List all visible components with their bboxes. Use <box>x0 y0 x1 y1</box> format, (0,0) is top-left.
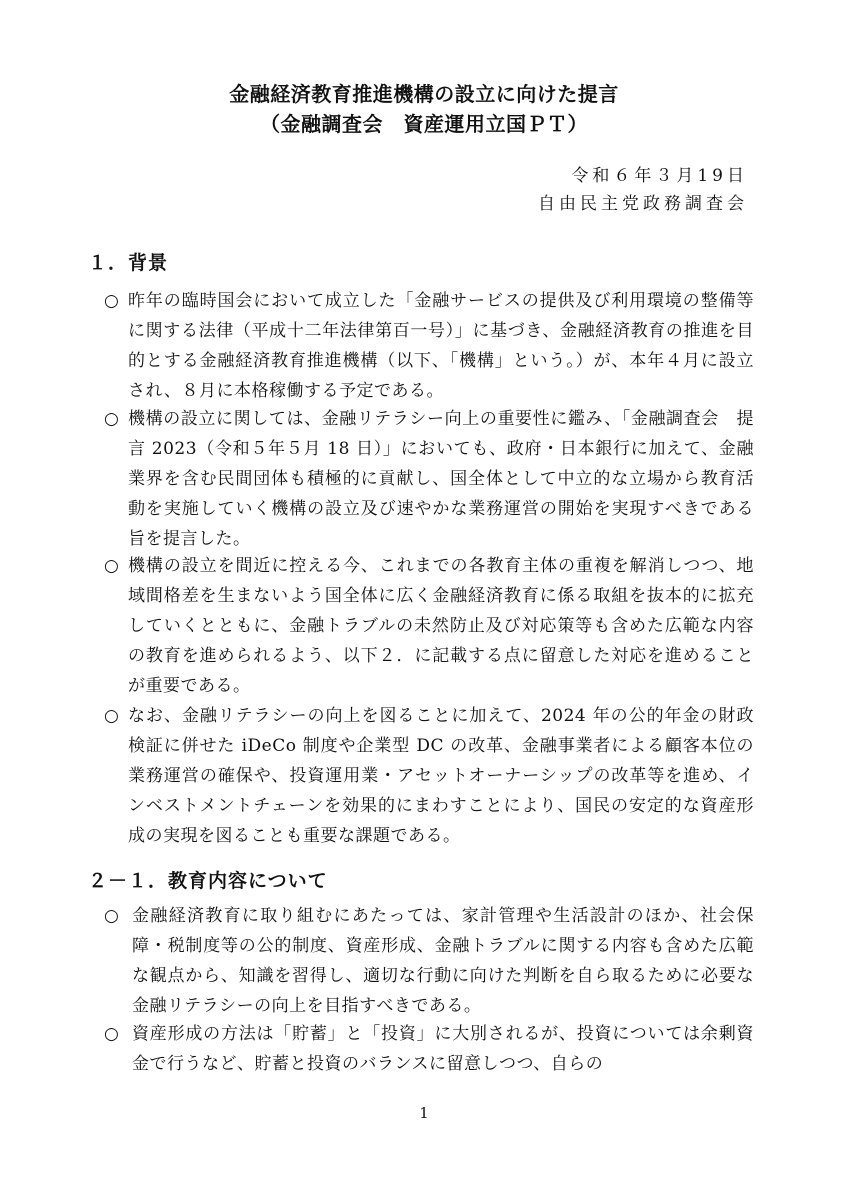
document-date: 令和６年３月19日 <box>571 166 748 186</box>
paragraph-text: 金融経済教育に取り組むにあたっては、家計管理や生活設計のほか、社会保障・税制度等の公的制度、資産形成、金融トラブルに関する内容も含めた広範な観点から、知識を習得し、適切な行動に向けた判断を自ら取るために必要な金融リテラシーの向上を目指すべきである。 <box>132 906 754 1016</box>
paragraph <box>104 286 754 406</box>
paragraph-text: 資産形成の方法は「貯蓄」と「投資」に大別されるが、投資については余剰資金で行うなど、貯蓄と投資のバランスに留意しつつ、自らの <box>132 1024 754 1074</box>
paragraph-text: 昨年の臨時国会において成立した「金融サービスの提供及び利用環境の整備等に関する法律（平成十二年法律第百一号）」に基づき、金融経済教育の推進を目的とする金融経済教育推進機構（以下、「機構」という。）が、本年４月に設立され、８月に本格稼働する予定である。 <box>128 291 754 401</box>
bullet-circle: ○ <box>104 409 120 429</box>
bullet-circle: ○ <box>104 706 120 726</box>
section-heading-background: １．背景 <box>88 252 169 274</box>
document-subtitle: （金融調査会 資産運用立国ＰＴ） <box>260 112 588 136</box>
paragraph-text: なお、金融リテラシーの向上を図ることに加えて、2024 年の公的年金の財政検証に併せた iDeCo 制度や企業型 DC の改革、金融事業者による顧客本位の業務運営の確保や、投資運用業・アセットオーナーシップの改革等を進め、インベストメントチェーンを効果的にまわすことにより、国民の安定的な資産形成の実現を図ることも重要な課題である。 <box>128 706 754 846</box>
bullet-circle: ○ <box>104 1024 120 1044</box>
paragraph-text: 機構の設立を間近に控える今、これまでの各教育主体の重複を解消しつつ、地域間格差を生まないよう国全体に広く金融経済教育に係る取組を抜本的に拡充していくとともに、金融トラブルの未然防止及び対応策等も含めた広範な内容の教育を進められるよう、以下２．に記載する点に留意した対応を進めることが重要である。 <box>128 556 754 696</box>
paragraph <box>104 1019 754 1079</box>
bullet-circle: ○ <box>104 556 120 576</box>
date-author-block <box>538 162 748 218</box>
paragraph <box>104 404 754 554</box>
bullet-circle: ○ <box>104 291 120 311</box>
paragraph <box>104 901 754 1021</box>
page-number: 1 <box>419 1104 429 1122</box>
paragraph-text: 機構の設立に関しては、金融リテラシー向上の重要性に鑑み、「金融調査会 提言 2023（令和５年５月 18 日）」においても、政府・日本銀行に加えて、金融業界を含む民間団体も積極的に貢献し、国全体として中立的な立場から教育活動を実施していく機構の設立及び速やかな業務運営の開始を実現すべきである旨を提言した。 <box>128 409 754 549</box>
document-author: 自由民主党政務調査会 <box>538 194 748 214</box>
document-title: 金融経済教育推進機構の設立に向けた提言 <box>229 82 619 106</box>
bullet-circle: ○ <box>104 906 120 926</box>
section-heading-education-content: ２－１．教育内容について <box>88 870 328 892</box>
paragraph <box>104 551 754 701</box>
paragraph <box>104 701 754 851</box>
